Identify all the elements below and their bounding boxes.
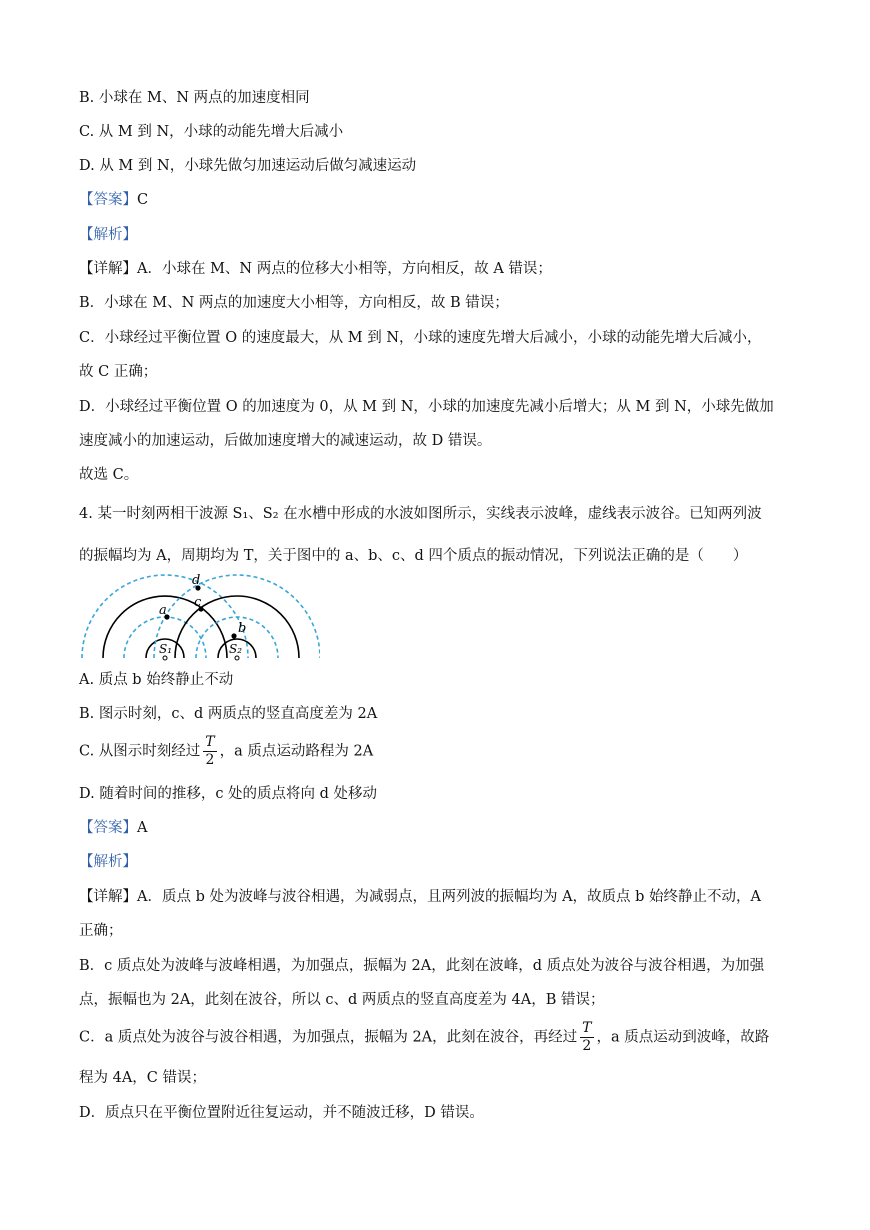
answer-value: C bbox=[137, 192, 149, 208]
fraction-t-over-2 bbox=[580, 1020, 593, 1055]
detail-line: 【详解】A．质点 b 处为波峰与波谷相遇，为减弱点，且两列波的振幅均为 A，故质点 b 始终静止不动，A bbox=[79, 889, 762, 905]
point-b-dot bbox=[231, 633, 236, 638]
option-d: D. 随着时间的推移，c 处的质点将向 d 处移动 bbox=[79, 786, 378, 802]
option-c bbox=[79, 734, 373, 769]
answer-tag: 【答案】 bbox=[79, 192, 137, 208]
prev-detail-line: B．小球在 M、N 两点的加速度大小相等，方向相反，故 B 错误； bbox=[79, 295, 509, 311]
prev-detail-line: 速度减小的加速运动，后做加速度增大的减速运动，故 D 错误。 bbox=[79, 433, 492, 449]
wave-interference-figure bbox=[80, 574, 320, 664]
label-c: c bbox=[194, 595, 202, 610]
prev-answer bbox=[79, 190, 148, 210]
fraction-denominator: 2 bbox=[582, 1038, 592, 1054]
option-d-prev: D. 从 M 到 N，小球先做匀加速运动后做匀减速运动 bbox=[79, 158, 417, 174]
answer-tag: 【答案】 bbox=[79, 820, 137, 836]
fraction-numerator: T bbox=[205, 734, 215, 750]
detail-line-c bbox=[79, 1020, 769, 1055]
answer-value: A bbox=[137, 820, 148, 836]
option-c-prefix: C. 从图示时刻经过 bbox=[79, 743, 201, 760]
prev-analysis-tag: 【解析】 bbox=[79, 227, 137, 243]
analysis-tag: 【解析】 bbox=[79, 854, 137, 870]
detail-line: B．c 质点处为波峰与波峰相遇，为加强点，振幅为 2A，此刻在波峰，d 质点处为波谷与波谷相遇，为加强 bbox=[79, 958, 765, 974]
label-s2: S₂ bbox=[229, 642, 243, 656]
prev-conclusion: 故选 C。 bbox=[79, 467, 139, 483]
detail-c-prefix: C．a 质点处为波谷与波谷相遇，为加强点，振幅为 2A，此刻在波谷，再经过 bbox=[79, 1029, 578, 1046]
label-b: b bbox=[238, 621, 247, 636]
label-a: a bbox=[159, 603, 167, 618]
detail-c-suffix: ，a 质点运动到波峰，故路 bbox=[596, 1029, 770, 1046]
option-b: B. 图示时刻，c、d 两质点的竖直高度差为 2A bbox=[79, 706, 378, 722]
question-4-stem-line2: 的振幅均为 A，周期均为 T，关于图中的 a、b、c、d 四个质点的振动情况，下列说法正确的是（ ） bbox=[79, 548, 748, 564]
label-d: d bbox=[192, 574, 201, 588]
s1-dot bbox=[163, 656, 167, 660]
option-c-prev: C. 从 M 到 N，小球的动能先增大后减小 bbox=[79, 124, 344, 140]
prev-detail-line: C．小球经过平衡位置 O 的速度最大，从 M 到 N，小球的速度先增大后减小，小球的动能先增大后减小， bbox=[79, 330, 762, 346]
fraction-numerator: T bbox=[582, 1020, 592, 1036]
prev-detail-line: D．小球经过平衡位置 O 的加速度为 0，从 M 到 N，小球的加速度先减小后增大；从 M 到 N，小球先做加 bbox=[79, 399, 774, 415]
fraction-denominator: 2 bbox=[205, 752, 215, 768]
prev-detail-line: 故 C 正确； bbox=[79, 364, 158, 380]
answer bbox=[79, 818, 147, 838]
label-s1: S₁ bbox=[159, 642, 173, 656]
detail-line: 点，振幅也为 2A，此刻在波谷，所以 c、d 两质点的竖直高度差为 4A，B 错误； bbox=[79, 992, 605, 1008]
prev-detail-line: 【详解】A．小球在 M、N 两点的位移大小相等，方向相反，故 A 错误； bbox=[79, 261, 552, 277]
option-b-prev: B. 小球在 M、N 两点的加速度相同 bbox=[79, 90, 310, 106]
detail-line: D．质点只在平衡位置附近往复运动，并不随波迁移，D 错误。 bbox=[79, 1105, 484, 1121]
detail-line: 正确； bbox=[79, 923, 123, 939]
fraction-t-over-2 bbox=[203, 734, 216, 769]
option-c-suffix: ，a 质点运动路程为 2A bbox=[219, 743, 374, 760]
option-a: A. 质点 b 始终静止不动 bbox=[79, 672, 234, 688]
question-4-stem-line1: 4. 某一时刻两相干波源 S₁、S₂ 在水槽中形成的水波如图所示，实线表示波峰，虚线表示波谷。已知两列波 bbox=[79, 506, 762, 522]
detail-line: 程为 4A，C 错误； bbox=[79, 1070, 207, 1086]
s2-dot bbox=[235, 656, 239, 660]
